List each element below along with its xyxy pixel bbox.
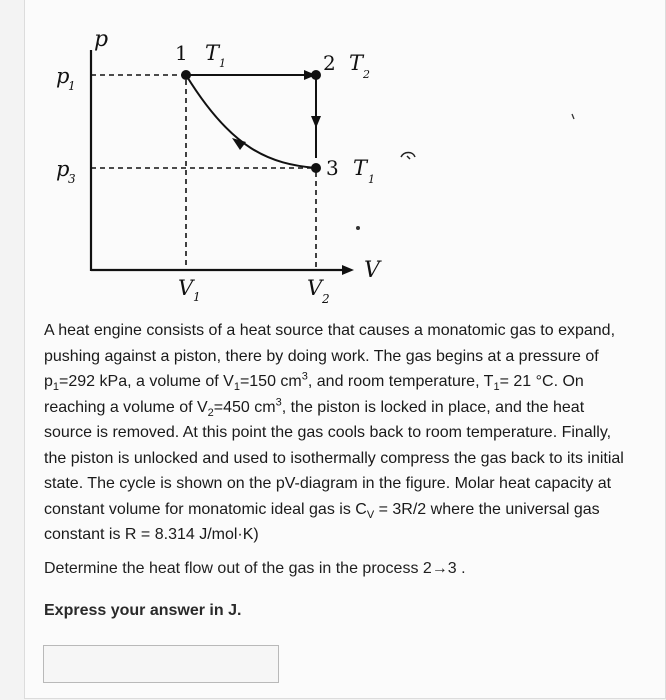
question-text: Determine the heat flow out of the gas in the process 2→3 . xyxy=(44,560,466,577)
state-1-temp: T xyxy=(205,41,220,65)
express-instruction: Express your answer in J. xyxy=(44,602,242,619)
problem-text-1: A heat engine consists of a heat source that causes a monatomic gas to expand, pushing against a piston, there by doing work. The gas begins at a pressure of p xyxy=(44,322,616,390)
v2-sub: 2 xyxy=(322,292,330,306)
p1-label: p xyxy=(56,64,70,88)
problem-statement xyxy=(44,318,634,548)
problem-text-6: =450 cm xyxy=(213,398,276,416)
state-3-point xyxy=(311,163,321,173)
pv-diagram xyxy=(0,0,666,320)
axis-v-label: V xyxy=(364,258,380,283)
state-2-temp-sub: 2 xyxy=(363,68,370,81)
answer-input[interactable] xyxy=(43,645,279,683)
state-1-point xyxy=(181,70,191,80)
process-3-1 xyxy=(186,75,316,168)
p3-label: p xyxy=(56,157,70,181)
v-axis-arrowhead xyxy=(342,265,354,275)
state-1-temp-sub: 1 xyxy=(219,57,226,70)
state-2-number: 2 xyxy=(323,51,336,75)
axis-p-label: p xyxy=(94,27,109,52)
problem-text-7: , the piston is locked in place, and the heat source is removed. At this point the gas cools back to room temperature. Finally, the piston is unlocked and used to isothermally compress the gas back to its initial state. The cycle is shown on the pV-diagram in the figure. Molar heat capacity at constant volume for monatomic ideal gas is C xyxy=(44,398,624,518)
problem-text-4: , and room temperature, T xyxy=(307,373,494,390)
arrow-2-3 xyxy=(311,116,321,128)
problem-text-3: =150 cm xyxy=(239,373,302,390)
problem-sub-2: 1 xyxy=(233,381,240,394)
problem-text-5: = 21 °C. On reaching a volume of V xyxy=(44,373,584,416)
state-2-point xyxy=(311,70,321,80)
v1-label: V xyxy=(178,276,194,300)
problem-text-2: =292 kPa, a volume of V xyxy=(59,373,234,390)
problem-sub-4: 1 xyxy=(493,381,500,394)
stray-dot xyxy=(356,226,360,230)
p3-sub: 3 xyxy=(68,172,76,186)
problem-sub-7: V xyxy=(366,508,375,521)
problem-sup-3: 3 xyxy=(301,370,308,383)
state-1-number: 1 xyxy=(175,41,188,65)
problem-sub-5: 2 xyxy=(207,406,214,419)
state-3-temp-sub: 1 xyxy=(368,173,375,186)
problem-text-8: = 3R/2 where the universal gas constant is R = 8.314 J/mol·K) xyxy=(44,500,600,543)
stray-scribble xyxy=(401,153,415,160)
state-3-number: 3 xyxy=(326,156,339,180)
state-2-temp: T xyxy=(349,51,364,75)
state-3-temp: T xyxy=(353,156,368,180)
problem-sup-6: 3 xyxy=(275,396,282,409)
v2-label: V xyxy=(307,276,323,300)
p1-sub: 1 xyxy=(68,79,76,93)
stray-tick xyxy=(572,114,574,119)
problem-sub-1: 1 xyxy=(52,381,60,394)
v1-sub: 1 xyxy=(193,290,201,304)
